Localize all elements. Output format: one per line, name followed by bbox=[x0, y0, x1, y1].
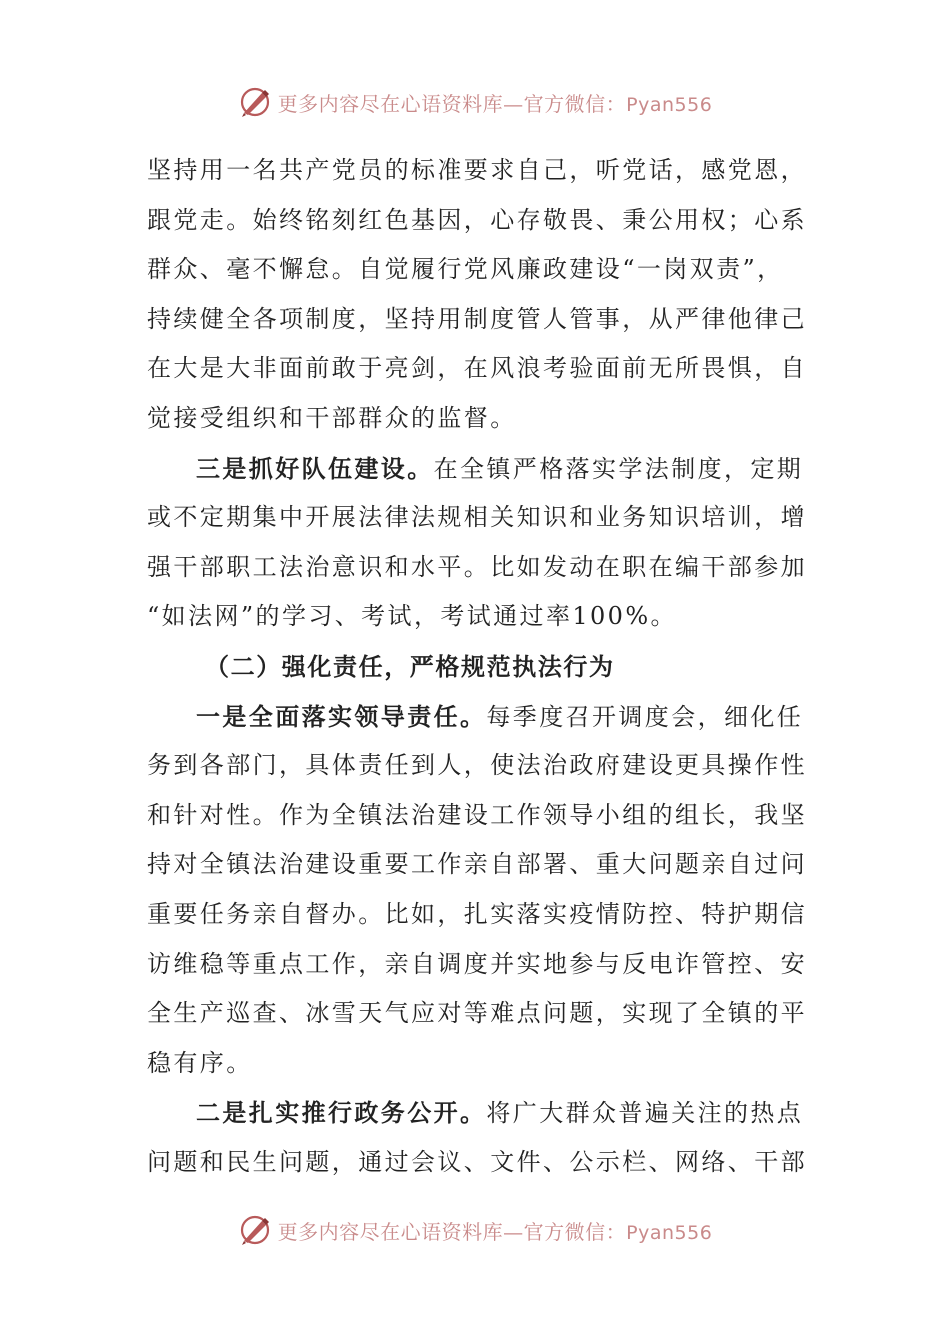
pen-circle-logo-icon bbox=[238, 85, 272, 119]
document-body bbox=[147, 146, 807, 1187]
paragraph-line bbox=[147, 741, 807, 791]
line-text: 坚持用一名共产党员的标准要求自己，听党话，感党恩， bbox=[147, 156, 807, 184]
paragraph-line bbox=[147, 146, 807, 196]
line-text: 群众、毫不懈怠。自觉履行党风廉政建设“一岗双责”， bbox=[147, 255, 784, 284]
paragraph-line bbox=[147, 1039, 807, 1089]
paragraph-lead: 一是全面落实领导责任。 bbox=[196, 701, 487, 731]
line-text: 务到各部门，具体责任到人，使法治政府建设更具操作性 bbox=[147, 751, 807, 780]
line-text: 跟党走。始终铭刻红色基因，心存敬畏、秉公用权；心系 bbox=[147, 205, 807, 234]
paragraph-line bbox=[147, 791, 807, 841]
line-text: 稳有序。 bbox=[147, 1048, 253, 1077]
line-text: 和针对性。作为全镇法治建设工作领导小组的组长，我坚 bbox=[147, 800, 807, 829]
paragraph-line bbox=[147, 1138, 807, 1188]
paragraph-line bbox=[147, 444, 807, 494]
paragraph-line bbox=[147, 493, 807, 543]
paragraph-lead: 二是扎实推行政务公开。 bbox=[196, 1098, 487, 1128]
line-text: 在全镇严格落实学法制度，定期 bbox=[433, 454, 804, 483]
paragraph-line bbox=[147, 692, 807, 742]
line-text: 在大是大非面前敢于亮剑，在风浪考验面前无所畏惧，自 bbox=[147, 354, 807, 383]
banner-text bbox=[278, 1216, 713, 1245]
paragraph-line bbox=[147, 543, 807, 593]
paragraph-line bbox=[147, 940, 807, 990]
line-text: 觉接受组织和干部群众的监督。 bbox=[147, 403, 517, 432]
paragraph-line bbox=[147, 989, 807, 1039]
line-text: 强干部职工法治意识和水平。比如发动在职在编干部参加 bbox=[147, 552, 807, 581]
paragraph-line bbox=[147, 592, 807, 642]
paragraph-line bbox=[147, 1088, 807, 1138]
banner-wechat-id: Pyan556 bbox=[626, 1221, 713, 1244]
footer-banner bbox=[0, 1210, 950, 1250]
pen-circle-logo-icon bbox=[238, 1213, 272, 1247]
section-heading bbox=[147, 642, 807, 692]
paragraph-line bbox=[147, 295, 807, 345]
banner-message: 更多内容尽在心语资料库—官方微信： bbox=[277, 91, 627, 116]
banner-text bbox=[278, 88, 713, 117]
paragraph-line bbox=[147, 840, 807, 890]
paragraph-line bbox=[147, 394, 807, 444]
paragraph-lead: 三是抓好队伍建设。 bbox=[196, 453, 434, 483]
line-text: “如法网”的学习、考试，考试通过率100%。 bbox=[147, 602, 677, 631]
line-text: 将广大群众普遍关注的热点 bbox=[486, 1099, 804, 1128]
line-text: 持续健全各项制度，坚持用制度管人管事，从严律他律己 bbox=[147, 304, 807, 333]
line-text: 每季度召开调度会，细化任 bbox=[486, 702, 804, 731]
paragraph-line bbox=[147, 196, 807, 246]
paragraph-line bbox=[147, 890, 807, 940]
line-text: 重要任务亲自督办。比如，扎实落实疫情防控、特护期信 bbox=[147, 899, 807, 928]
line-text: 问题和民生问题，通过会议、文件、公示栏、网络、干部 bbox=[147, 1147, 807, 1176]
paragraph-line bbox=[147, 245, 807, 295]
header-banner bbox=[0, 82, 950, 122]
line-text: 持对全镇法治建设重要工作亲自部署、重大问题亲自过问 bbox=[147, 850, 807, 879]
line-text: 全生产巡查、冰雪天气应对等难点问题，实现了全镇的平 bbox=[147, 999, 807, 1028]
section-heading-text: （二）强化责任，严格规范执法行为 bbox=[205, 651, 615, 681]
line-text: 或不定期集中开展法律法规相关知识和业务知识培训，增 bbox=[147, 503, 807, 532]
banner-wechat-id: Pyan556 bbox=[626, 93, 713, 116]
paragraph-line bbox=[147, 344, 807, 394]
banner-message: 更多内容尽在心语资料库—官方微信： bbox=[277, 1219, 627, 1244]
line-text: 访维稳等重点工作，亲自调度并实地参与反电诈管控、安 bbox=[147, 949, 807, 978]
